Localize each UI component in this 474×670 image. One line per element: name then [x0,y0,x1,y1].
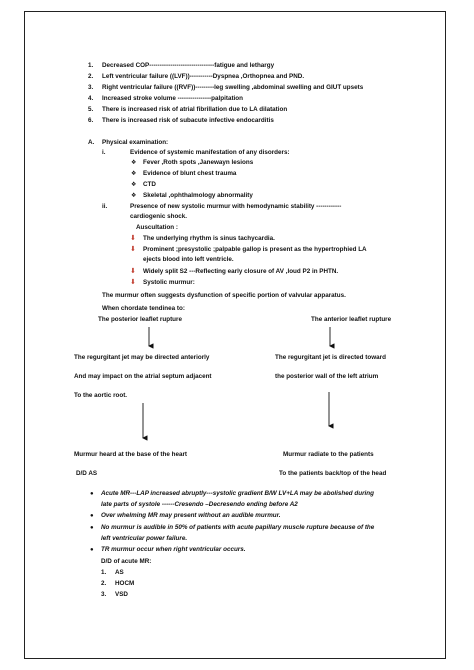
right-result: Murmur radiate to the patients [283,451,374,458]
list-item: Prominent ;presystolic ;palpable gallop is present as the hypertrophied LA [143,246,367,253]
section-title: Physical examination: [102,139,169,146]
list-item: Widely split S2 ---Reflecting early closure of AV ,loud P2 in PHTN. [143,268,339,275]
list-number: 3. [101,591,107,598]
list-number: 3. [88,84,94,91]
list-item: The underlying rhythm is sinus tachycardia. [143,235,275,242]
list-item: There is increased risk of atrial fibrillation due to LA dilatation [102,106,288,113]
list-number: 4. [88,95,94,102]
list-item: TR murmur occur when right ventricular occurs. [101,546,246,553]
diamond-bullet-icon: ❖ [131,171,137,177]
chordae-note: When chordate tendinea to: [102,305,185,312]
subsection-text: Evidence of systemic manifestation of any disorders: [130,149,290,156]
list-item: Systolic murmur: [143,279,195,286]
diamond-bullet-icon: ❖ [131,160,137,166]
list-item: AS [115,569,124,576]
right-jet-line: the posterior wall of the left atrium [275,373,379,380]
diamond-bullet-icon: ❖ [131,193,137,199]
arrow-bullet-icon: ⬇ [130,246,136,253]
posterior-label: The posterior leaflet rupture [98,316,182,323]
list-item: Fever ,Roth spots ,Janewayn lesions [143,159,254,166]
list-item-cont: ejects blood into left ventricle. [143,256,234,263]
left-jet-line: The regurgitant jet may be directed anteriorly [74,354,210,361]
dd-acute-title: D/D of acute MR: [101,558,152,565]
list-item: Acute MR---LAP increased abruptly---systolic gradient B/W LV+LA may be abolished during [101,490,374,497]
diamond-bullet-icon: ❖ [131,182,137,188]
arrow-bullet-icon: ⬇ [130,279,136,286]
subsection-marker: ii. [102,203,108,210]
left-jet-line: And may impact on the atrial septum adjacent [74,373,212,380]
list-item: Left ventricular failure ((LVF))-----------Dyspnea ,Orthopnea and PND. [102,73,305,80]
bullet-icon: ● [90,547,94,553]
subsection-text: Presence of new systolic murmur with hemodynamic stability ------------ [130,203,342,210]
anterior-label: The anterior leaflet rupture [311,316,392,323]
left-jet-line: To the aortic root. [74,392,128,399]
bullet-icon: ● [90,525,94,531]
list-number: 2. [101,580,107,587]
list-item: CTD [143,181,156,188]
list-item: Evidence of blunt chest trauma [143,170,237,177]
list-item: Right ventricular failure ((RVF))---------leg swelling ,abdominal swelling and GIUT upsets [102,84,364,91]
auscultation-label: Auscultation : [136,224,178,231]
list-item: Decreased COP-------------------------------fatigue and lethargy [102,62,275,69]
section-marker: A. [88,139,95,146]
dd-as: D/D AS [76,470,98,477]
list-item: No murmur is audible in 50% of patients with acute papillary muscle rupture because of the [101,524,375,531]
list-item: Increased stroke volume ----------------palpitation [102,95,243,102]
list-item: HOCM [115,580,135,587]
list-item: VSD [115,591,128,598]
murmur-note: The murmur often suggests dysfunction of specific portion of valvular apparatus. [102,292,346,299]
subsection-marker: i. [102,149,106,156]
list-number: 5. [88,106,94,113]
arrow-bullet-icon: ⬇ [130,235,136,242]
list-number: 6. [88,117,94,124]
list-item: There is increased risk of subacute infective endocarditis [102,117,274,124]
list-item: Skeletal ,ophthalmology abnormality [143,192,253,199]
list-number: 2. [88,73,94,80]
bullet-icon: ● [90,513,94,519]
list-number: 1. [101,569,107,576]
bullet-icon: ● [90,491,94,497]
arrow-bullet-icon: ⬇ [130,268,136,275]
list-item: Over whelming MR may present without an audible murmur. [101,512,281,519]
right-result-2: To the patients back/top of the head [279,470,387,477]
list-item-cont: left ventricular power failure. [101,535,188,542]
subsection-text-cont: cardiogenic shock. [130,213,188,220]
list-number: 1. [88,62,94,69]
right-jet-line: The regurgitant jet is directed toward [275,354,386,361]
list-item-cont: late parts of systole ------Cresendo –Decresendo ending before A2 [101,501,298,508]
left-result: Murmur heard at the base of the heart [74,451,188,458]
